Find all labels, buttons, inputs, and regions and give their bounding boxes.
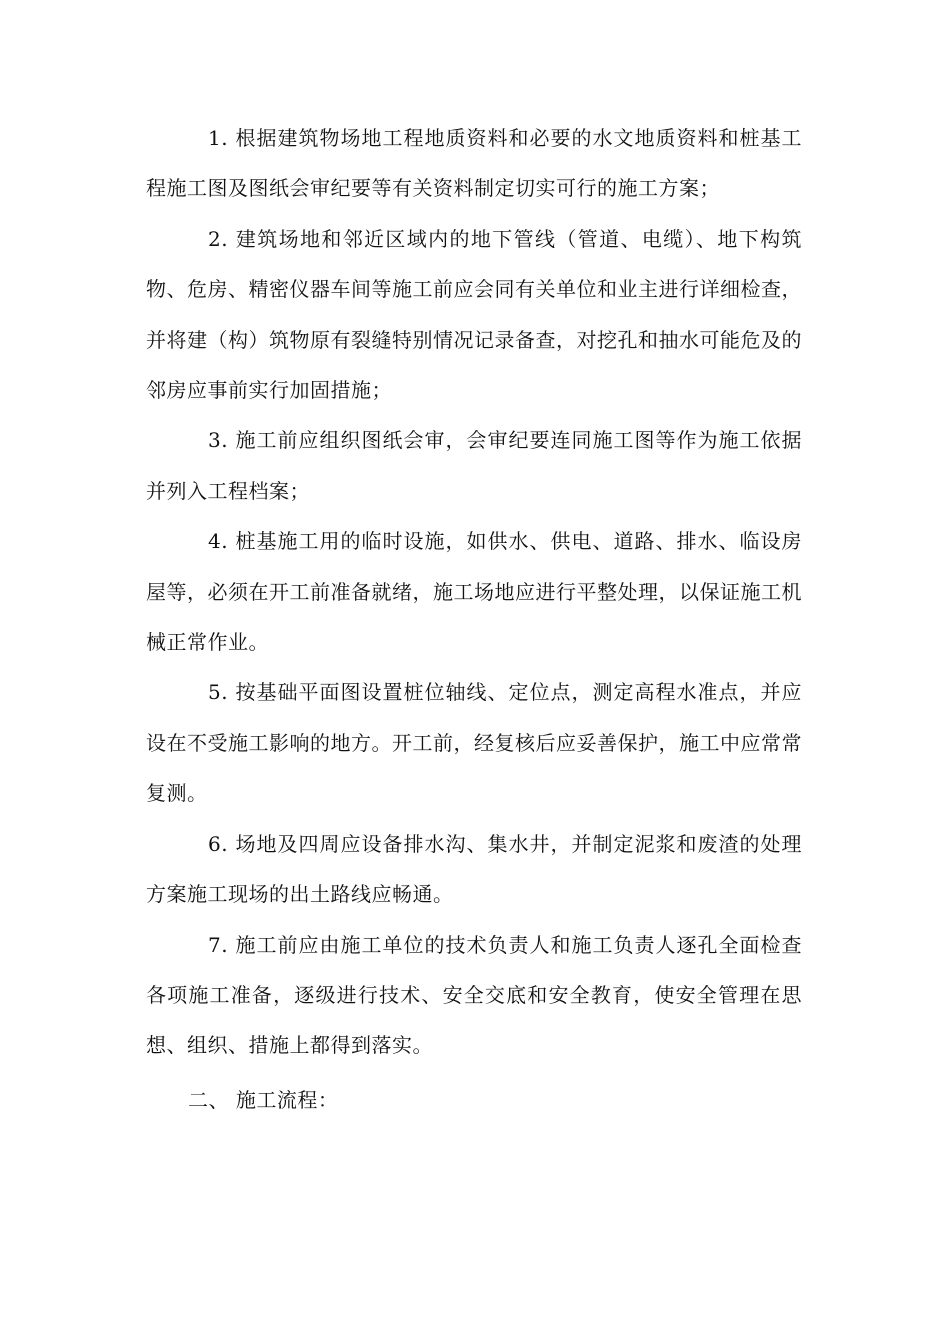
item-number: 2. <box>208 226 229 251</box>
list-item-5 <box>146 667 802 818</box>
item-text: 场地及四周应设备排水沟、集水井，并制定泥浆和废渣的处理方案施工现场的出土路线应畅通。 <box>146 831 802 907</box>
document-body <box>146 113 802 1125</box>
item-number: 7. <box>208 932 229 957</box>
section-title: 施工流程： <box>235 1087 339 1112</box>
section-heading <box>146 1075 802 1125</box>
item-text: 施工前应由施工单位的技术负责人和施工负责人逐孔全面检查各项施工准备，逐级进行技术、安全交底和安全教育，使安全管理在思想、组织、措施上都得到落实。 <box>146 932 802 1058</box>
item-number: 6. <box>208 831 229 856</box>
item-number: 3. <box>208 428 229 453</box>
list-item-7 <box>146 920 802 1071</box>
item-text: 按基础平面图设置桩位轴线、定位点，测定高程水准点，并应设在不受施工影响的地方。开工前，经复核后应妥善保护，施工中应常常复测。 <box>146 680 802 806</box>
section-number: 二、 <box>188 1087 229 1112</box>
list-item-3 <box>146 415 802 516</box>
list-item-6 <box>146 819 802 920</box>
item-text: 根据建筑物场地工程地质资料和必要的水文地质资料和桩基工程施工图及图纸会审纪要等有关资料制定切实可行的施工方案； <box>146 126 802 201</box>
item-text: 建筑场地和邻近区域内的地下管线（管道、电缆）、地下构筑物、危房、精密仪器车间等施工前应会同有关单位和业主进行详细检查，并将建（构）筑物原有裂缝特别情况记录备查，对挖孔和抽水可能危及的邻房应事前实行加固措施； <box>146 226 803 403</box>
list-item-1 <box>146 113 802 214</box>
item-text: 桩基施工用的临时设施，如供水、供电、道路、排水、临设房屋等，必须在开工前准备就绪，施工场地应进行平整处理，以保证施工机械正常作业。 <box>146 529 802 655</box>
list-item-2 <box>146 214 802 416</box>
item-number: 4. <box>208 529 229 554</box>
item-text: 施工前应组织图纸会审，会审纪要连同施工图等作为施工依据并列入工程档案； <box>146 428 802 503</box>
item-number: 5. <box>208 680 229 705</box>
list-item-4 <box>146 516 802 667</box>
item-number: 1. <box>208 126 229 150</box>
